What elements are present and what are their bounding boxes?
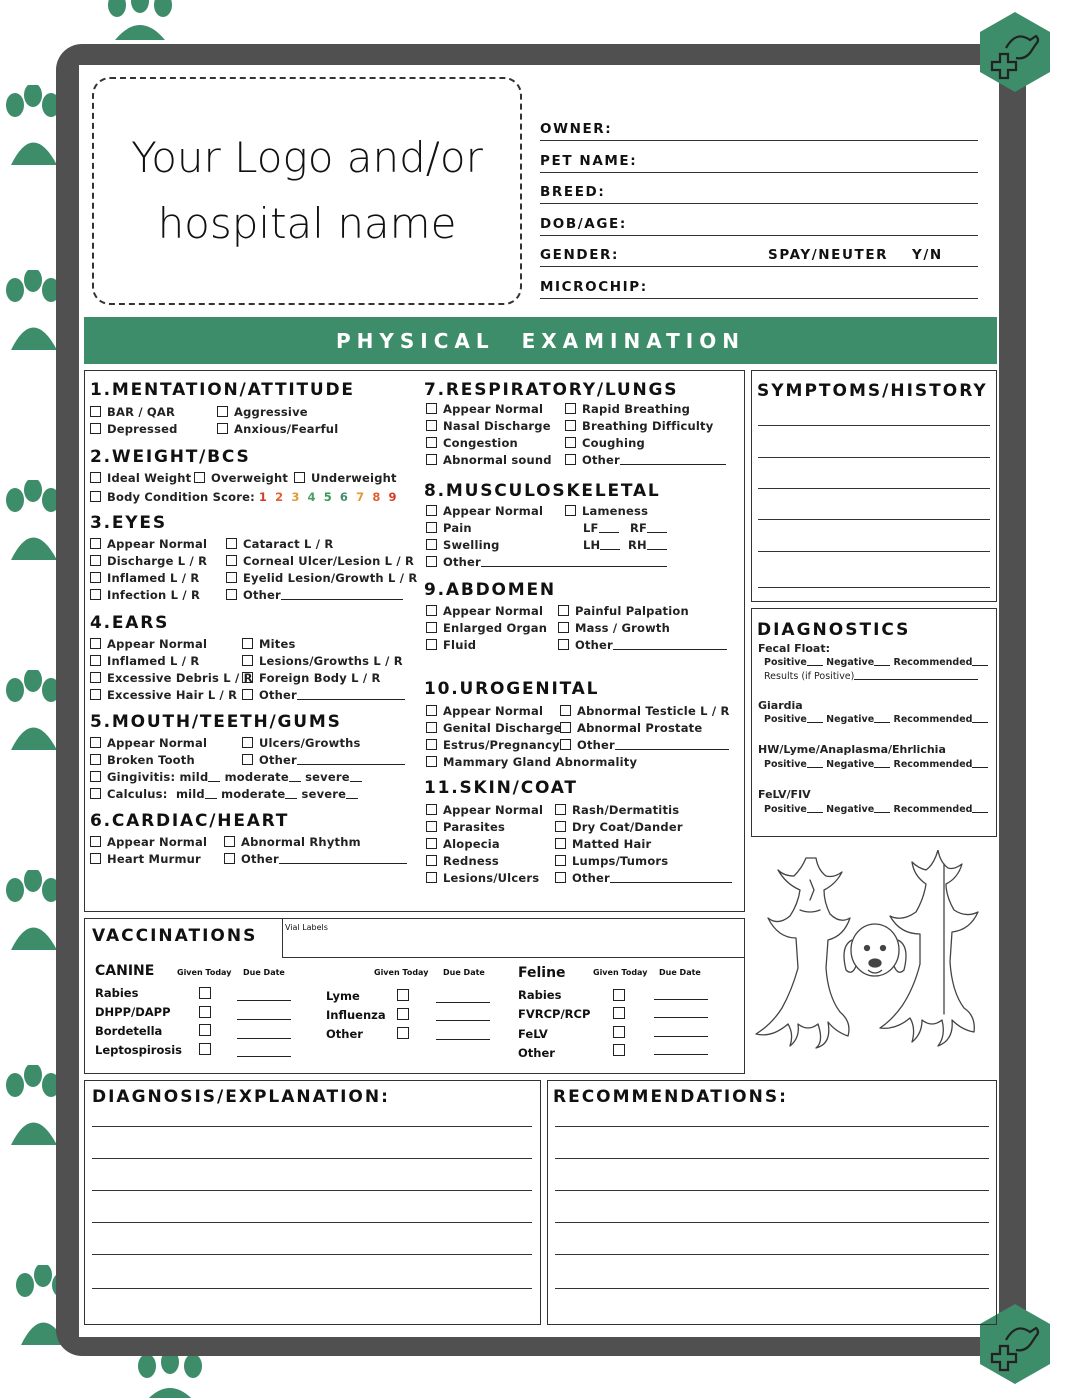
- dog-dorsal-outline-icon: [880, 850, 978, 1046]
- writing-line[interactable]: [92, 1190, 532, 1191]
- checkbox-item[interactable]: Broken Tooth: [90, 753, 195, 767]
- writing-line[interactable]: [555, 1222, 989, 1223]
- given-checkbox[interactable]: [199, 1006, 211, 1018]
- due-date-line[interactable]: [237, 1056, 291, 1057]
- writing-line[interactable]: [92, 1288, 532, 1289]
- breed-label: BREED:: [540, 184, 606, 200]
- checkbox-item[interactable]: Dry Coat/Dander: [555, 820, 683, 834]
- logo-line-1: Your Logo and/or: [131, 133, 483, 182]
- checkbox-item[interactable]: Cataract L / R: [226, 537, 333, 551]
- checkbox-item[interactable]: Swelling: [426, 538, 500, 552]
- paw-print-icon: [5, 670, 61, 760]
- checkbox-item[interactable]: Painful Palpation: [558, 604, 689, 618]
- due-date-label: Due Date: [443, 968, 485, 977]
- dog-ventral-outline-icon: [756, 858, 850, 1048]
- checkbox-item[interactable]: Lesions/Growths L / R: [242, 654, 403, 668]
- exam-banner: PHYSICAL EXAMINATION: [84, 317, 997, 364]
- vaccine-name: DHPP/DAPP: [95, 1005, 171, 1019]
- paw-print-icon: [5, 480, 61, 570]
- given-today-label: Given Today: [593, 968, 648, 977]
- calculus-row[interactable]: Calculus: mild moderate severe: [90, 787, 358, 801]
- checkbox-item[interactable]: Inflamed L / R: [90, 571, 199, 585]
- section-title: 11.SKIN/COAT: [424, 778, 578, 798]
- paw-print-icon: [125, 1352, 215, 1398]
- vaccine-name: FVRCP/RCP: [518, 1007, 591, 1021]
- checkbox-item[interactable]: Other: [555, 871, 732, 885]
- due-date-line[interactable]: [237, 1038, 291, 1039]
- given-checkbox[interactable]: [199, 987, 211, 999]
- checkbox-item[interactable]: Appear Normal: [426, 704, 543, 718]
- bcs-scale[interactable]: Body Condition Score: 1 2 3 4 5 6 7 8 9: [90, 490, 405, 504]
- pet-name-field[interactable]: [540, 151, 978, 173]
- given-today-label: Given Today: [374, 968, 429, 977]
- gender-label: GENDER:: [540, 247, 620, 263]
- given-checkbox[interactable]: [613, 1007, 625, 1019]
- writing-line[interactable]: [758, 587, 990, 588]
- yes-no-label: Y/N: [912, 247, 943, 263]
- giardia-result-row[interactable]: Positive Negative Recommended: [764, 714, 988, 725]
- section-title: 3.EYES: [90, 513, 167, 533]
- checkbox-item[interactable]: Other: [226, 588, 403, 602]
- checkbox-item[interactable]: Mammary Gland Abnormality: [426, 755, 637, 769]
- checkbox-item[interactable]: Ideal Weight: [90, 471, 191, 485]
- writing-line[interactable]: [758, 425, 990, 426]
- writing-line[interactable]: [92, 1254, 532, 1255]
- vaccine-name: Leptospirosis: [95, 1043, 182, 1057]
- fecal-results-row[interactable]: Results (if Positive): [764, 671, 978, 682]
- section-title: 7.RESPIRATORY/LUNGS: [424, 380, 679, 400]
- section-title: 10.UROGENITAL: [424, 679, 600, 699]
- section-title: 4.EARS: [90, 613, 170, 633]
- checkbox-item[interactable]: Depressed: [90, 422, 178, 436]
- logo-line-2: hospital name: [157, 199, 457, 248]
- checkbox-item[interactable]: Other: [224, 852, 407, 866]
- diagnosis-title: DIAGNOSIS/EXPLANATION:: [92, 1087, 390, 1107]
- writing-line[interactable]: [555, 1126, 989, 1127]
- recommendations-title: RECOMMENDATIONS:: [553, 1087, 788, 1107]
- vaccine-name: Rabies: [95, 986, 139, 1000]
- paw-print-icon: [5, 270, 61, 360]
- checkbox-item[interactable]: BAR / QAR: [90, 405, 175, 419]
- dog-face-icon: [844, 924, 906, 976]
- checkbox-item[interactable]: Ulcers/Growths: [242, 736, 361, 750]
- given-checkbox[interactable]: [397, 989, 409, 1001]
- checkbox-item[interactable]: Pain: [426, 521, 472, 535]
- leg-lh[interactable]: LH: [583, 538, 620, 552]
- vaccinations-title: VACCINATIONS: [92, 926, 258, 946]
- hw-label: HW/Lyme/Anaplasma/Ehrlichia: [758, 743, 946, 756]
- writing-line[interactable]: [555, 1158, 989, 1159]
- checkbox-item[interactable]: Abnormal sound: [426, 453, 552, 467]
- felv-result-row[interactable]: Positive Negative Recommended: [764, 804, 988, 815]
- symptoms-title: SYMPTOMS/HISTORY: [757, 381, 988, 401]
- checkbox-item[interactable]: Appear Normal: [426, 803, 543, 817]
- breed-field[interactable]: [540, 182, 978, 204]
- checkbox-item[interactable]: Eyelid Lesion/Growth L / R: [226, 571, 417, 585]
- writing-line[interactable]: [758, 488, 990, 489]
- checkbox-item[interactable]: Other: [242, 753, 405, 767]
- checkbox-item[interactable]: Appear Normal: [90, 835, 207, 849]
- section-title: 1.MENTATION/ATTITUDE: [90, 380, 355, 400]
- diagnostics-title: DIAGNOSTICS: [757, 620, 911, 640]
- vaccine-name: FeLV: [518, 1027, 548, 1041]
- checkbox-item[interactable]: Appear Normal: [426, 402, 543, 416]
- section-title: 9.ABDOMEN: [424, 580, 556, 600]
- gender-field[interactable]: [540, 245, 978, 267]
- checkbox-item[interactable]: Abnormal Rhythm: [224, 835, 361, 849]
- fecal-result-row[interactable]: Positive Negative Recommended: [764, 657, 988, 668]
- fecal-float-label: Fecal Float:: [758, 642, 830, 655]
- due-date-label: Due Date: [659, 968, 701, 977]
- vaccine-name: Influenza: [326, 1008, 386, 1022]
- checkbox-item[interactable]: Appear Normal: [90, 537, 207, 551]
- checkbox-item[interactable]: Lameness: [565, 504, 648, 518]
- checkbox-item[interactable]: Appear Normal: [90, 736, 207, 750]
- checkbox-item[interactable]: Genital Discharge: [426, 721, 562, 735]
- due-date-line[interactable]: [237, 1019, 291, 1020]
- microchip-field[interactable]: [540, 277, 978, 299]
- giardia-label: Giardia: [758, 699, 803, 712]
- checkbox-item[interactable]: Nasal Discharge: [426, 419, 551, 433]
- dob-age-field[interactable]: [540, 214, 978, 236]
- checkbox-item[interactable]: Matted Hair: [555, 837, 651, 851]
- checkbox-item[interactable]: Other: [242, 688, 405, 702]
- writing-line[interactable]: [758, 551, 990, 552]
- given-checkbox[interactable]: [613, 1044, 625, 1056]
- symptoms-box: [751, 370, 997, 602]
- checkbox-item[interactable]: Estrus/Pregnancy: [426, 738, 560, 752]
- writing-line[interactable]: [92, 1126, 532, 1127]
- spay-neuter-label: SPAY/NEUTER: [768, 247, 889, 263]
- checkbox-item[interactable]: Lesions/Ulcers: [426, 871, 539, 885]
- checkbox-item[interactable]: Parasites: [426, 820, 505, 834]
- pet-name-label: PET NAME:: [540, 153, 638, 169]
- checkbox-item[interactable]: Rash/Dermatitis: [555, 803, 679, 817]
- vial-labels-box[interactable]: [282, 918, 745, 958]
- given-today-label: Given Today: [177, 968, 232, 977]
- given-checkbox[interactable]: [397, 1027, 409, 1039]
- due-date-line[interactable]: [436, 1020, 490, 1021]
- canine-heading: CANINE: [95, 963, 155, 979]
- given-checkbox[interactable]: [613, 989, 625, 1001]
- writing-line[interactable]: [555, 1254, 989, 1255]
- leg-rh[interactable]: RH: [628, 538, 667, 552]
- writing-line[interactable]: [92, 1158, 532, 1159]
- checkbox-item[interactable]: Mites: [242, 637, 296, 651]
- vaccine-name: Rabies: [518, 988, 562, 1002]
- checkbox-item[interactable]: Other: [426, 555, 667, 569]
- due-date-line[interactable]: [237, 1000, 291, 1001]
- due-date-label: Due Date: [243, 968, 285, 977]
- checkbox-item[interactable]: Fluid: [426, 638, 476, 652]
- section-title: 6.CARDIAC/HEART: [90, 811, 290, 831]
- checkbox-item[interactable]: Heart Murmur: [90, 852, 201, 866]
- logo-placeholder[interactable]: [92, 77, 522, 305]
- vet-hexagon-icon: [978, 10, 1052, 94]
- given-checkbox[interactable]: [199, 1043, 211, 1055]
- checkbox-item[interactable]: Appear Normal: [426, 604, 543, 618]
- checkbox-item[interactable]: Other: [565, 453, 726, 467]
- paw-print-icon: [5, 85, 61, 175]
- checkbox-item[interactable]: Abnormal Prostate: [560, 721, 702, 735]
- checkbox-item[interactable]: Coughing: [565, 436, 645, 450]
- checkbox-item[interactable]: Congestion: [426, 436, 518, 450]
- hw-result-row[interactable]: Positive Negative Recommended: [764, 759, 988, 770]
- leg-lf[interactable]: LF: [583, 521, 619, 535]
- checkbox-item[interactable]: Excessive Debris L / R: [90, 671, 253, 685]
- body-diagram[interactable]: [750, 850, 1000, 1065]
- vaccine-name: Bordetella: [95, 1024, 163, 1038]
- checkbox-item[interactable]: Rapid Breathing: [565, 402, 690, 416]
- dob-age-label: DOB/AGE:: [540, 216, 627, 232]
- checkbox-item[interactable]: Abnormal Testicle L / R: [560, 704, 730, 718]
- gingivitis-row[interactable]: Gingivitis: mild moderate severe: [90, 770, 362, 784]
- checkbox-item[interactable]: Anxious/Fearful: [217, 422, 338, 436]
- checkbox-item[interactable]: Enlarged Organ: [426, 621, 547, 635]
- due-date-line[interactable]: [654, 1054, 708, 1055]
- owner-field[interactable]: [540, 119, 978, 141]
- checkbox-item[interactable]: Underweight: [294, 471, 397, 485]
- paw-print-icon: [95, 0, 185, 45]
- due-date-line[interactable]: [654, 1017, 708, 1018]
- checkbox-item[interactable]: Excessive Hair L / R: [90, 688, 237, 702]
- section-title: 5.MOUTH/TEETH/GUMS: [90, 712, 342, 732]
- checkbox-item[interactable]: Infection L / R: [90, 588, 200, 602]
- writing-line[interactable]: [555, 1190, 989, 1191]
- checkbox-item[interactable]: Other: [558, 638, 727, 652]
- writing-line[interactable]: [758, 457, 990, 458]
- paw-print-icon: [5, 870, 61, 960]
- vaccine-name: Other: [326, 1027, 363, 1041]
- leg-rf[interactable]: RF: [630, 521, 667, 535]
- due-date-line[interactable]: [436, 1002, 490, 1003]
- checkbox-item[interactable]: Alopecia: [426, 837, 500, 851]
- checkbox-item[interactable]: Corneal Ulcer/Lesion L / R: [226, 554, 414, 568]
- checkbox-item[interactable]: Other: [560, 738, 729, 752]
- owner-label: OWNER:: [540, 121, 613, 137]
- writing-line[interactable]: [555, 1288, 989, 1289]
- section-title: 2.WEIGHT/BCS: [90, 447, 251, 467]
- checkbox-item[interactable]: Overweight: [194, 471, 288, 485]
- vaccine-name: Other: [518, 1046, 555, 1060]
- writing-line[interactable]: [758, 519, 990, 520]
- checkbox-item[interactable]: Appear Normal: [90, 637, 207, 651]
- writing-line[interactable]: [92, 1222, 532, 1223]
- checkbox-item[interactable]: Breathing Difficulty: [565, 419, 713, 433]
- checkbox-item[interactable]: Foreign Body L / R: [242, 671, 381, 685]
- checkbox-item[interactable]: Redness: [426, 854, 499, 868]
- checkbox-item[interactable]: Lumps/Tumors: [555, 854, 668, 868]
- checkbox-item[interactable]: Discharge L / R: [90, 554, 207, 568]
- due-date-line[interactable]: [654, 1036, 708, 1037]
- given-checkbox[interactable]: [199, 1024, 211, 1036]
- given-checkbox[interactable]: [613, 1026, 625, 1038]
- vial-labels-label: Vial Labels: [285, 923, 328, 932]
- section-title: 8.MUSCULOSKELETAL: [424, 481, 661, 501]
- checkbox-item[interactable]: Inflamed L / R: [90, 654, 199, 668]
- feline-heading: Feline: [518, 965, 566, 981]
- felv-label: FeLV/FIV: [758, 788, 811, 801]
- due-date-line[interactable]: [436, 1039, 490, 1040]
- checkbox-item[interactable]: Mass / Growth: [558, 621, 670, 635]
- checkbox-item[interactable]: Appear Normal: [426, 504, 543, 518]
- given-checkbox[interactable]: [397, 1008, 409, 1020]
- due-date-line[interactable]: [654, 999, 708, 1000]
- paw-print-icon: [5, 1065, 61, 1155]
- vaccine-name: Lyme: [326, 989, 360, 1003]
- microchip-label: MICROCHIP:: [540, 279, 648, 295]
- checkbox-item[interactable]: Aggressive: [217, 405, 308, 419]
